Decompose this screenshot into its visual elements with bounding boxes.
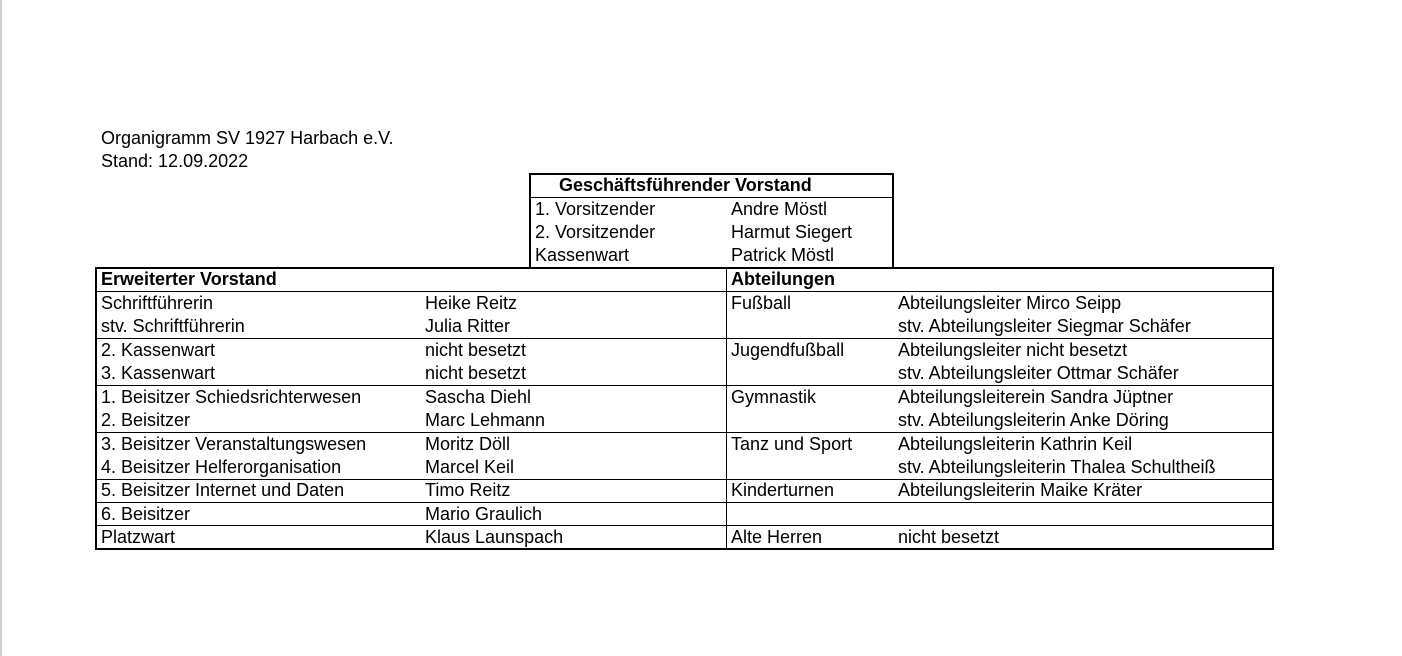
gv-name: Andre Möstl	[731, 199, 828, 219]
ev-role: 2. Beisitzer	[101, 410, 191, 430]
ev-role: Platzwart	[101, 527, 176, 547]
ev-role: 3. Beisitzer Veranstaltungswesen	[101, 434, 367, 454]
ab-dept: Alte Herren	[731, 527, 823, 547]
ev-title: Erweiterter Vorstand	[101, 269, 277, 289]
ab-info: Abteilungsleiterin Maike Kräter	[898, 480, 1143, 500]
gv-name: Patrick Möstl	[731, 245, 835, 265]
ev-name: nicht besetzt	[425, 340, 527, 360]
ab-info: stv. Abteilungsleiter Ottmar Schäfer	[898, 363, 1179, 383]
ev-role: 1. Beisitzer Schiedsrichterwesen	[101, 387, 362, 407]
ab-info: stv. Abteilungsleiterin Anke Döring	[898, 410, 1169, 430]
section-divider	[726, 268, 727, 548]
ab-info: nicht besetzt	[898, 527, 1000, 547]
ab-dept: Jugendfußball	[731, 340, 845, 360]
ev-name: Marcel Keil	[425, 457, 515, 477]
ab-info: Abteilungsleiter Mirco Seipp	[898, 293, 1122, 313]
ab-dept: Kinderturnen	[731, 480, 835, 500]
ev-role: 2. Kassenwart	[101, 340, 216, 360]
ev-name: Moritz Döll	[425, 434, 511, 454]
ab-title: Abteilungen	[731, 269, 835, 289]
document-title: Organigramm SV 1927 Harbach e.V.	[101, 128, 394, 148]
ab-info: stv. Abteilungsleiterin Thalea Schultheiß	[898, 457, 1216, 477]
ev-name: Julia Ritter	[425, 316, 511, 336]
ev-role: 3. Kassenwart	[101, 363, 216, 383]
ab-dept: Gymnastik	[731, 387, 817, 407]
ev-name: Heike Reitz	[425, 293, 518, 313]
ab-dept: Tanz und Sport	[731, 434, 853, 454]
document-date: Stand: 12.09.2022	[101, 151, 249, 171]
ev-row-divider	[96, 525, 726, 526]
ev-name: Sascha Diehl	[425, 387, 532, 407]
ev-name: Timo Reitz	[425, 480, 511, 500]
document-header	[101, 127, 394, 173]
ev-role: 5. Beisitzer Internet und Daten	[101, 480, 345, 500]
ev-name: Marc Lehmann	[425, 410, 546, 430]
document-edge	[0, 0, 2, 656]
ev-role: 6. Beisitzer	[101, 504, 191, 524]
ab-row-divider	[727, 502, 1272, 503]
gv-role: 1. Vorsitzender	[535, 199, 656, 219]
gv-role: Kassenwart	[535, 245, 630, 265]
ab-info: Abteilungsleiterein Sandra Jüptner	[898, 387, 1174, 407]
ev-name: Klaus Launspach	[425, 527, 564, 547]
ev-row-divider	[96, 502, 726, 503]
gv-name: Harmut Siegert	[731, 222, 853, 242]
ev-name: Mario Graulich	[425, 504, 543, 524]
ab-info: Abteilungsleiterin Kathrin Keil	[898, 434, 1133, 454]
ab-info: Abteilungsleiter nicht besetzt	[898, 340, 1128, 360]
ev-role: 4. Beisitzer Helferorganisation	[101, 457, 342, 477]
ev-role: Schriftführerin	[101, 293, 214, 313]
ab-dept: Fußball	[731, 293, 792, 313]
gv-title: Geschäftsführender Vorstand	[559, 175, 812, 195]
ab-info: stv. Abteilungsleiter Siegmar Schäfer	[898, 316, 1191, 336]
gv-role: 2. Vorsitzender	[535, 222, 656, 242]
ev-name: nicht besetzt	[425, 363, 527, 383]
ev-role: stv. Schriftführerin	[101, 316, 245, 336]
